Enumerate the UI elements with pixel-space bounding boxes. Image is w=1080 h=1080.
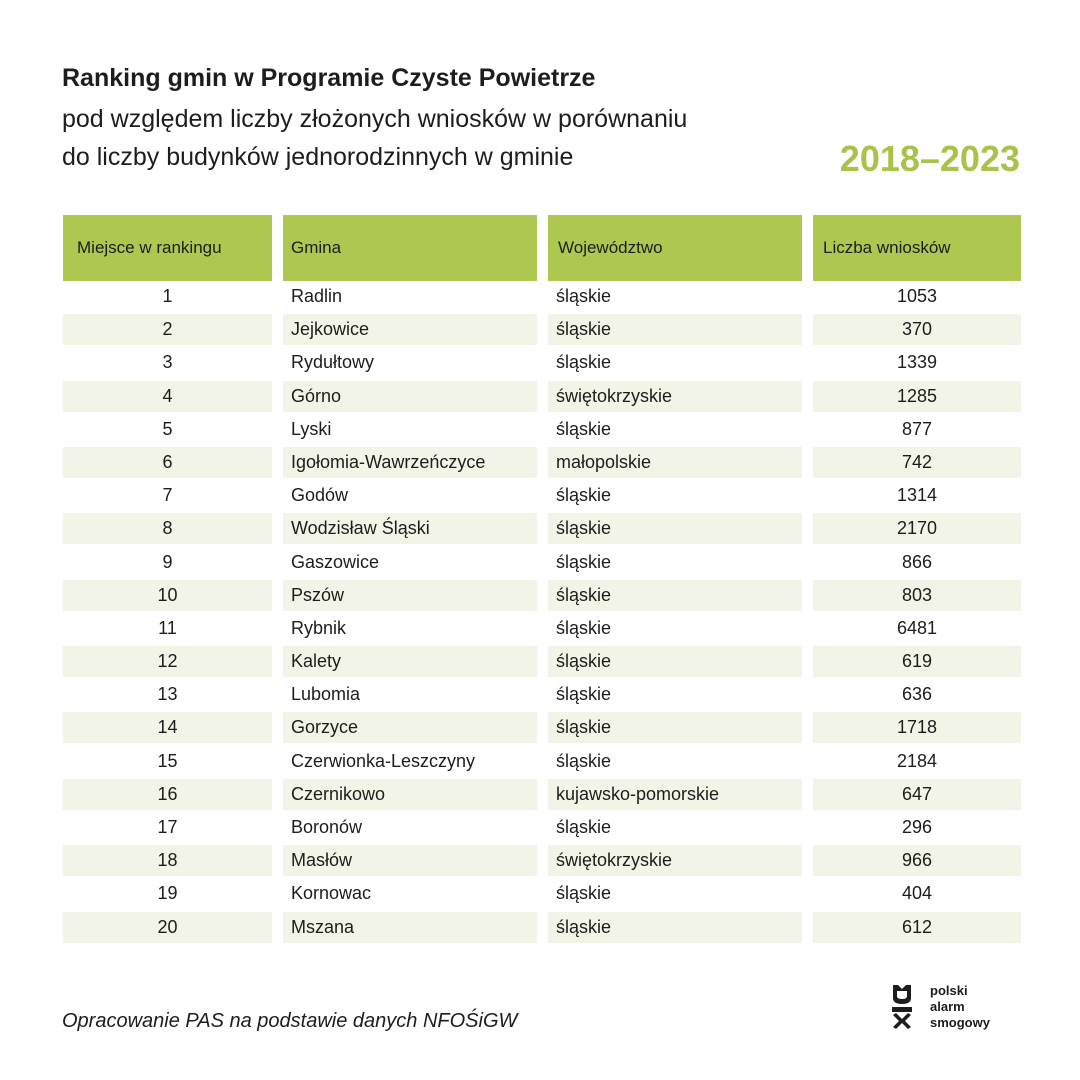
gmina-cell: Kalety bbox=[283, 646, 537, 677]
voivodeship-cell: śląskie bbox=[556, 750, 612, 771]
applications-cell: 612 bbox=[813, 912, 1021, 943]
voivodeship-cell: śląskie bbox=[548, 712, 802, 743]
voivodeship-cell: małopolskie bbox=[548, 447, 802, 478]
applications-cell: 877 bbox=[901, 418, 933, 439]
applications-cell: 1718 bbox=[813, 712, 1021, 743]
table-row bbox=[63, 513, 1021, 546]
rank-cell: 14 bbox=[63, 712, 272, 743]
gmina-cell: Pszów bbox=[283, 580, 537, 611]
gmina-cell: Czerwionka-Leszczyny bbox=[291, 750, 476, 771]
rank-cell: 6 bbox=[63, 447, 272, 478]
applications-cell: 742 bbox=[813, 447, 1021, 478]
table-row bbox=[63, 347, 1021, 380]
voivodeship-cell: śląskie bbox=[548, 646, 802, 677]
rank-cell: 9 bbox=[162, 551, 173, 572]
applications-cell: 647 bbox=[813, 779, 1021, 810]
gmina-cell: Boronów bbox=[291, 817, 363, 837]
applications-cell: 1339 bbox=[896, 352, 938, 373]
table-row bbox=[63, 746, 1021, 779]
gmina-cell: Czernikowo bbox=[283, 779, 537, 810]
table-row bbox=[63, 580, 1021, 613]
gmina-cell: Masłów bbox=[283, 845, 537, 876]
table-row bbox=[63, 281, 1021, 314]
ranking-table bbox=[63, 215, 1021, 945]
applications-cell: 619 bbox=[813, 646, 1021, 677]
source-note: Opracowanie PAS na podstawie danych NFOŚiGW bbox=[62, 1010, 518, 1032]
voivodeship-cell: śląskie bbox=[556, 485, 612, 506]
column-header-voivodeship: Województwo bbox=[548, 215, 802, 281]
voivodeship-cell: śląskie bbox=[548, 314, 802, 345]
applications-cell: 803 bbox=[813, 580, 1021, 611]
voivodeship-cell: śląskie bbox=[556, 286, 612, 306]
applications-cell: 1285 bbox=[813, 381, 1021, 412]
rank-cell: 5 bbox=[162, 418, 173, 439]
table-row bbox=[63, 447, 1021, 480]
table-row bbox=[63, 779, 1021, 812]
voivodeship-cell: śląskie bbox=[548, 912, 802, 943]
applications-cell: 2170 bbox=[813, 513, 1021, 544]
gmina-cell: Gorzyce bbox=[283, 712, 537, 743]
rank-cell: 11 bbox=[158, 617, 177, 638]
voivodeship-cell: śląskie bbox=[556, 418, 612, 439]
table-row bbox=[63, 480, 1021, 513]
rank-cell: 7 bbox=[162, 485, 173, 506]
gmina-cell: Wodzisław Śląski bbox=[283, 513, 537, 544]
rank-cell: 10 bbox=[63, 580, 272, 611]
table-row bbox=[63, 878, 1021, 911]
rank-cell: 15 bbox=[157, 750, 178, 771]
gmina-cell: Mszana bbox=[283, 912, 537, 943]
gmina-cell: Lubomia bbox=[291, 684, 361, 705]
column-header-applications: Liczba wniosków bbox=[813, 215, 1021, 281]
subtitle-line-1: pod względem liczby złożonych wniosków w porównaniu bbox=[62, 105, 688, 133]
voivodeship-cell: śląskie bbox=[556, 817, 612, 837]
rank-cell: 20 bbox=[63, 912, 272, 943]
gmina-cell: Lyski bbox=[291, 418, 332, 439]
table-row bbox=[63, 613, 1021, 646]
rank-cell: 3 bbox=[162, 352, 173, 373]
gmina-cell: Gaszowice bbox=[291, 551, 380, 572]
logo-text-line-3: smogowy bbox=[930, 1015, 990, 1030]
applications-cell: 966 bbox=[813, 845, 1021, 876]
gmina-cell: Górno bbox=[283, 381, 537, 412]
table-row bbox=[63, 679, 1021, 712]
table-body bbox=[63, 281, 1021, 945]
rank-cell: 13 bbox=[157, 684, 178, 705]
voivodeship-cell: świętokrzyskie bbox=[548, 381, 802, 412]
rank-cell: 16 bbox=[63, 779, 272, 810]
voivodeship-cell: świętokrzyskie bbox=[548, 845, 802, 876]
gmina-cell: Igołomia-Wawrzeńczyce bbox=[283, 447, 537, 478]
table-row bbox=[63, 314, 1021, 347]
gmina-cell: Radlin bbox=[291, 286, 343, 306]
table-row bbox=[63, 912, 1021, 945]
column-header-gmina: Gmina bbox=[283, 215, 537, 281]
applications-cell: 296 bbox=[901, 817, 933, 837]
table-row bbox=[63, 646, 1021, 679]
year-range: 2018–2023 bbox=[839, 138, 1020, 179]
rank-cell: 12 bbox=[63, 646, 272, 677]
applications-cell: 404 bbox=[901, 883, 933, 904]
table-row bbox=[63, 381, 1021, 414]
gmina-cell: Jejkowice bbox=[283, 314, 537, 345]
gmina-cell: Godów bbox=[291, 485, 349, 506]
pas-logo bbox=[888, 982, 1018, 1032]
table-row bbox=[63, 712, 1021, 745]
logo-text-line-1: polski bbox=[930, 983, 968, 998]
applications-cell: 370 bbox=[813, 314, 1021, 345]
rank-cell: 18 bbox=[63, 845, 272, 876]
applications-cell: 1053 bbox=[896, 286, 938, 306]
table-row bbox=[63, 547, 1021, 580]
voivodeship-cell: śląskie bbox=[556, 551, 612, 572]
pas-logo-text bbox=[930, 983, 990, 1031]
voivodeship-cell: śląskie bbox=[556, 883, 612, 904]
voivodeship-cell: śląskie bbox=[556, 684, 612, 705]
gmina-cell: Rydułtowy bbox=[291, 352, 375, 373]
subtitle-line-2: do liczby budynków jednorodzinnych w gminie bbox=[62, 143, 574, 171]
gmina-cell: Rybnik bbox=[291, 617, 347, 638]
table-header bbox=[63, 215, 1021, 281]
table-row bbox=[63, 845, 1021, 878]
applications-cell: 866 bbox=[901, 551, 933, 572]
rank-cell: 1 bbox=[162, 286, 173, 306]
rank-cell: 19 bbox=[157, 883, 178, 904]
rank-cell: 8 bbox=[63, 513, 272, 544]
voivodeship-cell: kujawsko-pomorskie bbox=[548, 779, 802, 810]
table-row bbox=[63, 414, 1021, 447]
voivodeship-cell: śląskie bbox=[548, 513, 802, 544]
logo-text-line-2: alarm bbox=[930, 999, 965, 1014]
voivodeship-cell: śląskie bbox=[556, 352, 612, 373]
applications-cell: 1314 bbox=[896, 485, 938, 506]
rank-cell: 17 bbox=[157, 817, 178, 837]
applications-cell: 2184 bbox=[896, 750, 938, 771]
page-title: Ranking gmin w Programie Czyste Powietrze bbox=[62, 64, 596, 92]
gmina-cell: Kornowac bbox=[291, 883, 372, 904]
rank-cell: 2 bbox=[63, 314, 272, 345]
pas-mask-icon bbox=[888, 982, 916, 1030]
column-header-rank: Miejsce w rankingu bbox=[63, 215, 272, 281]
voivodeship-cell: śląskie bbox=[556, 617, 612, 638]
rank-cell: 4 bbox=[63, 381, 272, 412]
page-subtitle bbox=[62, 100, 822, 176]
applications-cell: 6481 bbox=[896, 617, 938, 638]
table-row bbox=[63, 812, 1021, 845]
voivodeship-cell: śląskie bbox=[548, 580, 802, 611]
applications-cell: 636 bbox=[901, 684, 933, 705]
